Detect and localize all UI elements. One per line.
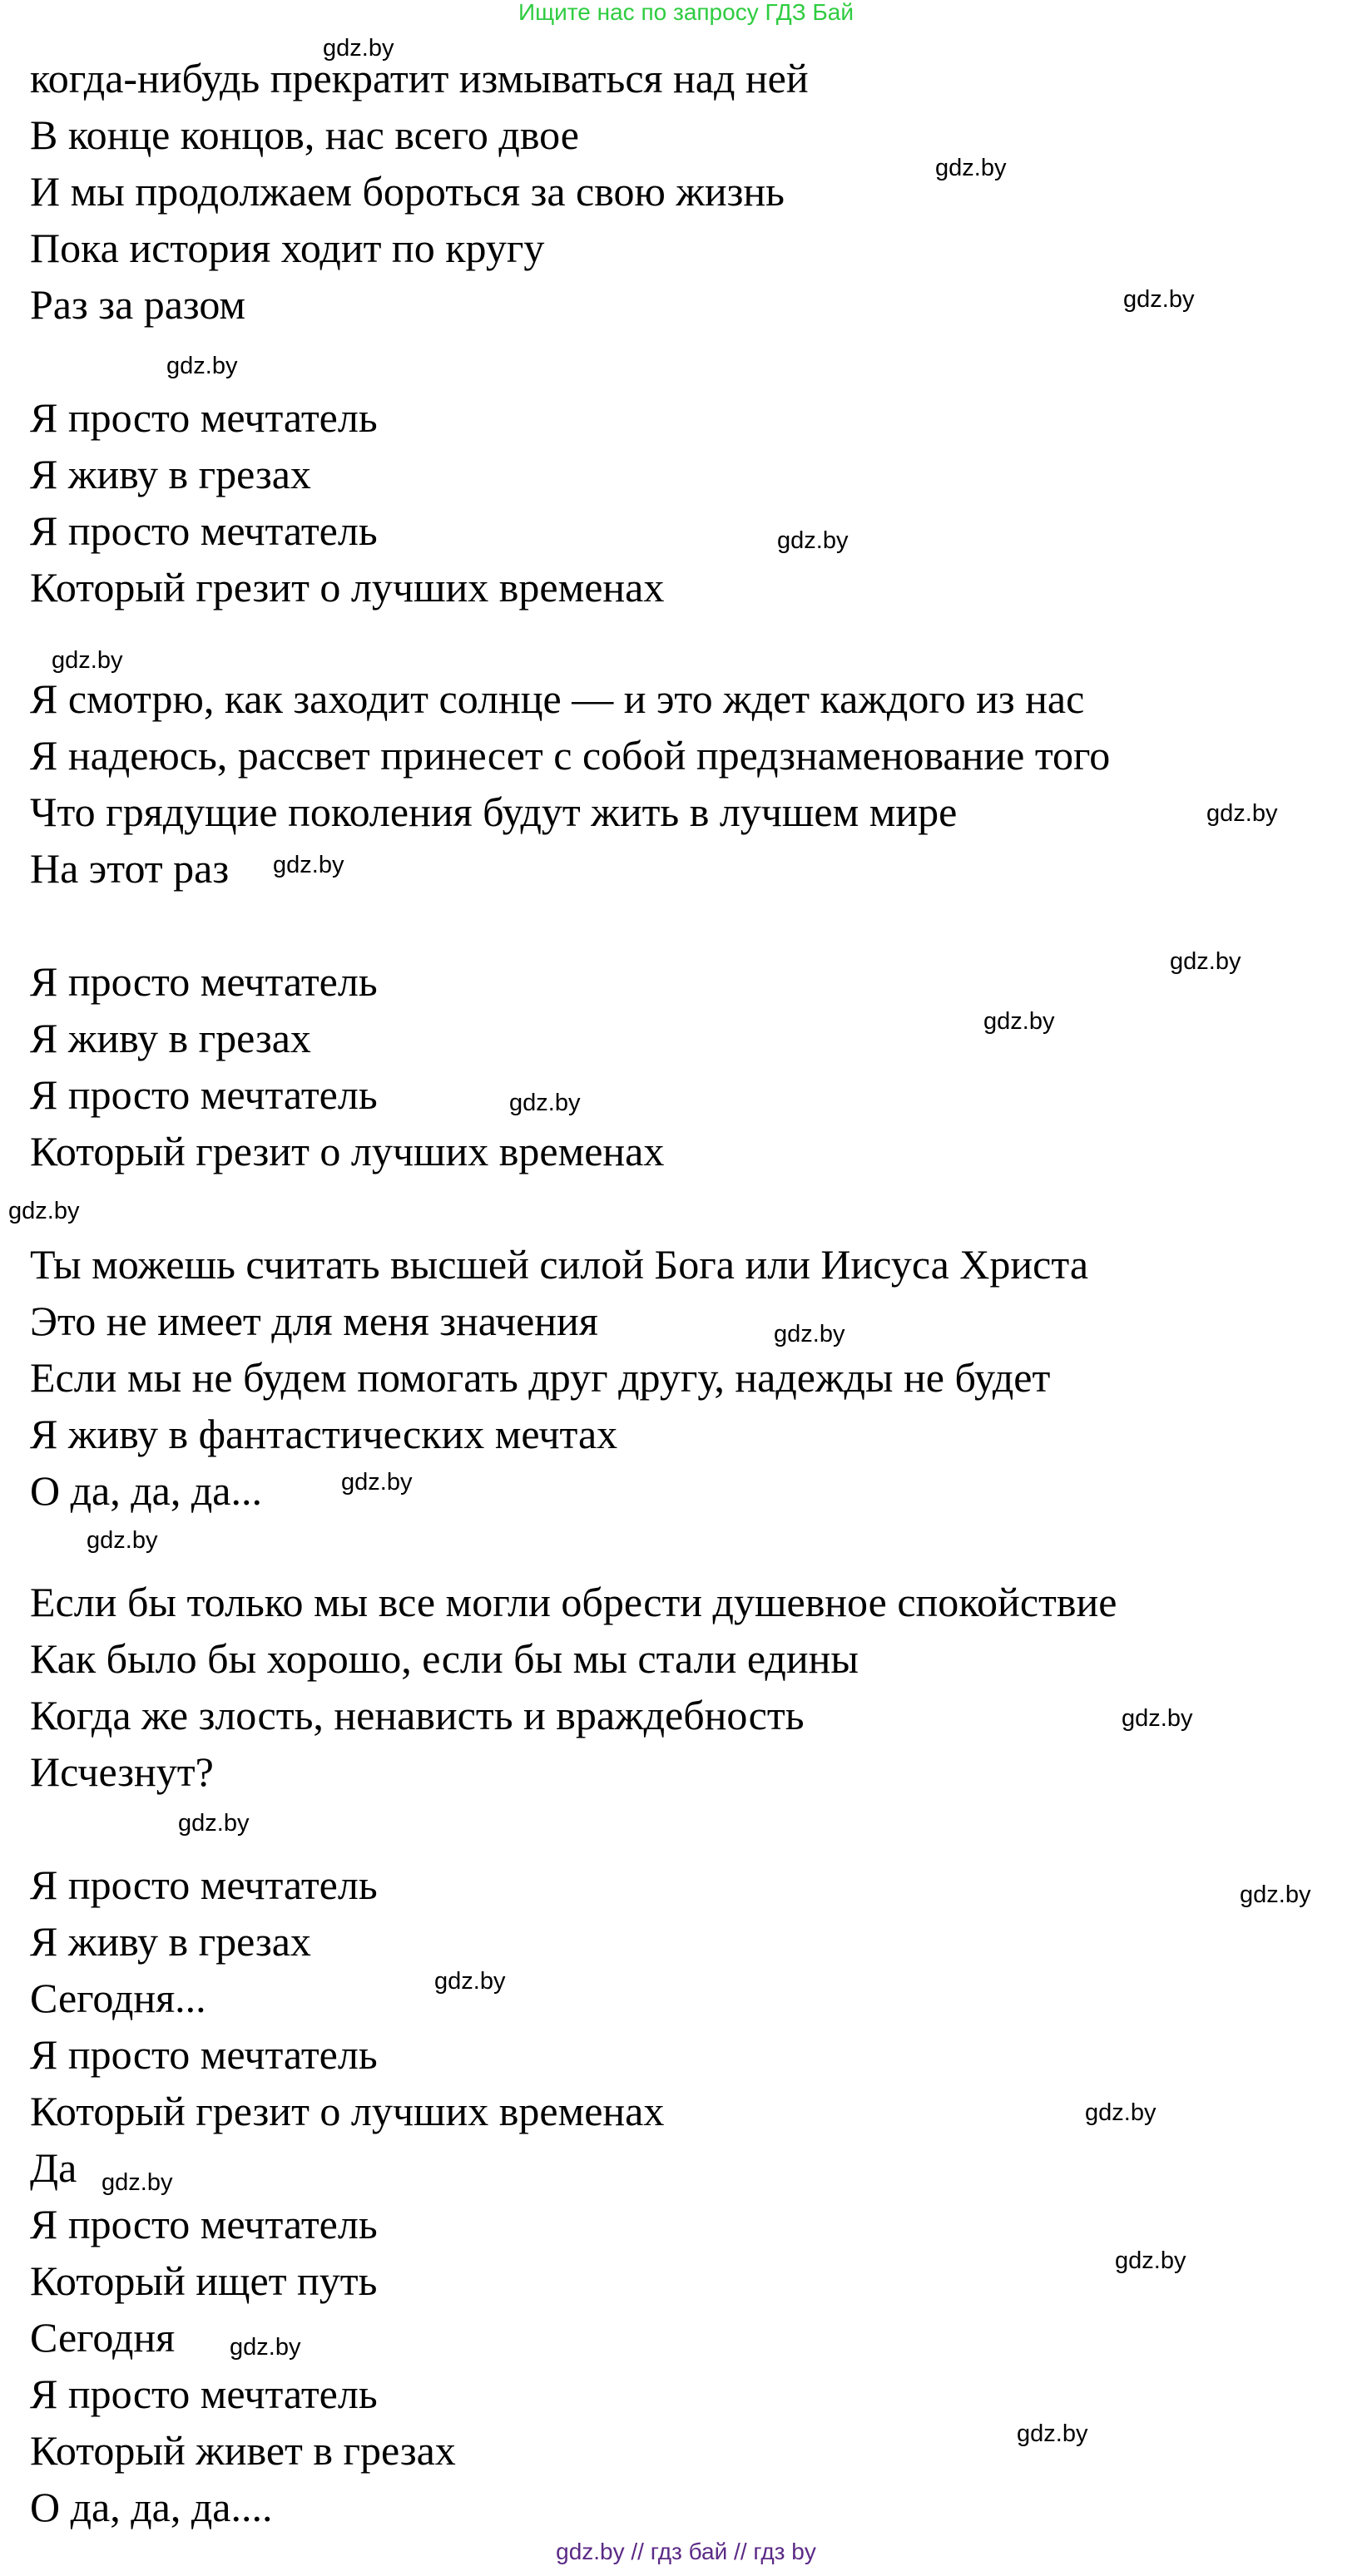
lyric-line: Как было бы хорошо, если бы мы стали едины xyxy=(30,1635,859,1682)
lyric-line: В конце концов, нас всего двое xyxy=(30,111,579,158)
lyric-line: Да xyxy=(30,2144,77,2191)
lyric-line: Я просто мечтатель xyxy=(30,2371,378,2417)
footer-links[interactable]: gdz.by // гдз бай // гдз by xyxy=(556,2539,816,2564)
lyric-line: Исчезнут? xyxy=(30,1748,214,1795)
lyric-line: Сегодня... xyxy=(30,1975,206,2021)
lyric-line: Я живу в грезах xyxy=(30,451,311,497)
lyric-line: Я просто мечтатель xyxy=(30,394,378,441)
watermark: gdz.by xyxy=(935,155,1007,181)
lyric-line: Я надеюсь, рассвет принесет с собой предзнаменование того xyxy=(30,732,1111,779)
lyric-line: Что грядущие поколения будут жить в лучшем мире xyxy=(30,789,958,835)
lyric-line: Раз за разом xyxy=(30,281,246,328)
watermark: gdz.by xyxy=(1206,800,1278,827)
lyric-line: О да, да, да... xyxy=(30,1467,263,1514)
lyric-line: На этот раз xyxy=(30,845,230,892)
watermark: gdz.by xyxy=(1170,948,1241,975)
lyric-line: Сегодня xyxy=(30,2314,176,2361)
watermark: gdz.by xyxy=(434,1968,506,1995)
top-banner: Ищите нас по запросу ГДЗ Бай xyxy=(518,0,854,25)
lyric-line: Я смотрю, как заходит солнце — и это ждет каждого из нас xyxy=(30,675,1085,722)
lyric-line: Я просто мечтатель xyxy=(30,2201,378,2247)
lyric-line: Я просто мечтатель xyxy=(30,958,378,1005)
lyric-line: Когда же злость, ненависть и враждебность xyxy=(30,1692,805,1738)
lyric-line: Ты можешь считать высшей силой Бога или Иисуса Христа xyxy=(30,1241,1089,1288)
watermark: gdz.by xyxy=(273,852,344,878)
lyric-line: Который ищет путь xyxy=(30,2257,378,2304)
watermark: gdz.by xyxy=(8,1198,80,1224)
lyric-line: О да, да, да.... xyxy=(30,2484,273,2530)
watermark: gdz.by xyxy=(323,35,394,62)
lyric-line: Который грезит о лучших временах xyxy=(30,564,665,611)
lyric-line: Это не имеет для меня значения xyxy=(30,1298,598,1344)
watermark: gdz.by xyxy=(983,1008,1055,1035)
watermark: gdz.by xyxy=(102,2169,173,2196)
lyric-line: Который грезит о лучших временах xyxy=(30,1128,665,1174)
watermark: gdz.by xyxy=(509,1090,581,1116)
lyric-line: Я просто мечтатель xyxy=(30,507,378,554)
lyric-line: Я просто мечтатель xyxy=(30,1862,378,1908)
watermark: gdz.by xyxy=(1115,2247,1186,2274)
lyric-line: Я просто мечтатель xyxy=(30,1071,378,1118)
watermark: gdz.by xyxy=(341,1469,413,1496)
lyric-line: И мы продолжаем бороться за свою жизнь xyxy=(30,168,785,215)
watermark: gdz.by xyxy=(230,2334,301,2361)
watermark: gdz.by xyxy=(166,353,238,379)
lyric-line: Я живу в грезах xyxy=(30,1918,311,1965)
watermark: gdz.by xyxy=(52,647,123,674)
watermark: gdz.by xyxy=(1123,286,1195,313)
lyric-line: Если мы не будем помогать друг другу, надежды не будет xyxy=(30,1354,1051,1401)
watermark: gdz.by xyxy=(1017,2420,1088,2447)
lyric-line: Который грезит о лучших временах xyxy=(30,2088,665,2134)
lyric-line: Который живет в грезах xyxy=(30,2427,456,2474)
lyric-line: Пока история ходит по кругу xyxy=(30,225,545,271)
watermark: gdz.by xyxy=(774,1321,845,1347)
watermark: gdz.by xyxy=(178,1810,250,1837)
watermark: gdz.by xyxy=(1240,1881,1311,1908)
watermark: gdz.by xyxy=(87,1527,158,1554)
lyric-line: Я живу в фантастических мечтах xyxy=(30,1411,618,1457)
watermark: gdz.by xyxy=(777,527,849,554)
lyric-line: Я живу в грезах xyxy=(30,1015,311,1061)
watermark: gdz.by xyxy=(1122,1705,1193,1732)
watermark: gdz.by xyxy=(1085,2099,1157,2126)
lyric-line: Если бы только мы все могли обрести душевное спокойствие xyxy=(30,1579,1117,1625)
lyric-line: когда-нибудь прекратит измываться над ней xyxy=(30,55,809,101)
lyric-line: Я просто мечтатель xyxy=(30,2031,378,2078)
